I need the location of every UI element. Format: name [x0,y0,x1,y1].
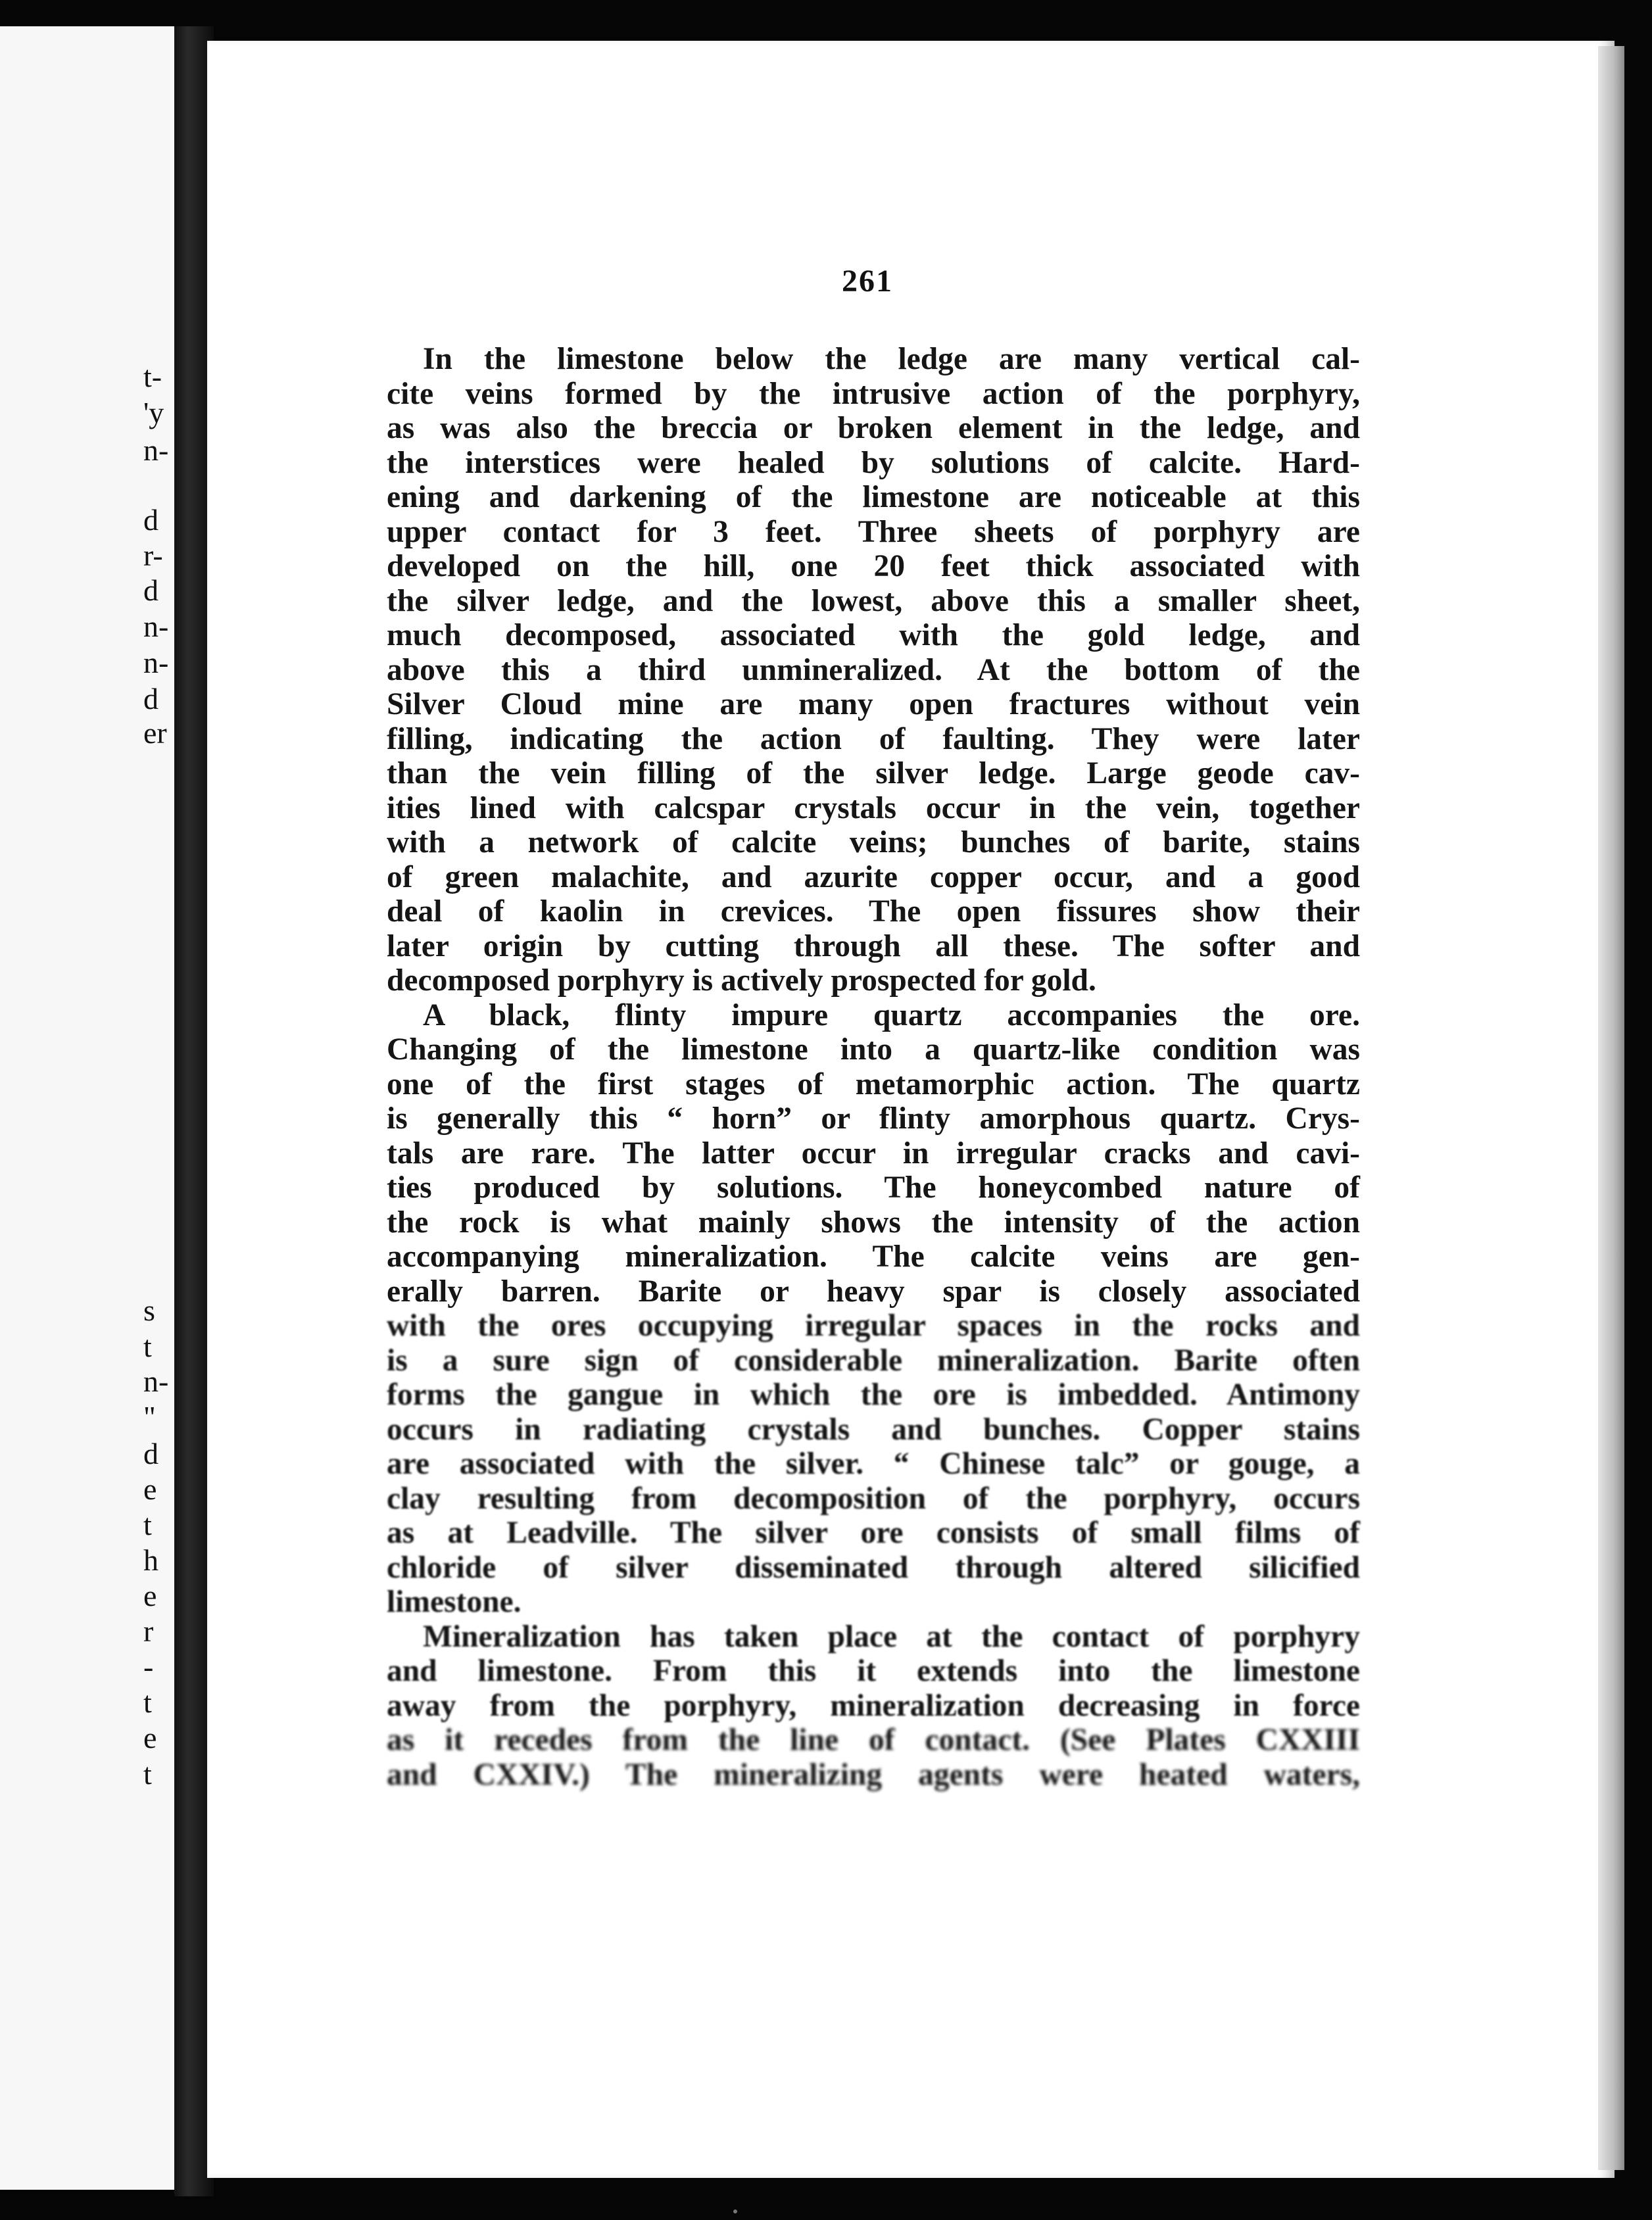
text-line: as was also the breccia or broken element in the ledge, and [387,411,1360,445]
text-line: tals are rare. The latter occur in irregular cracks and cavi- [387,1136,1360,1170]
text-line: developed on the hill, one 20 feet thick associated with [387,549,1360,583]
text-line: away from the porphyry, mineralization decreasing in force [387,1688,1360,1723]
text-line: ening and darkening of the limestone are noticeable at this [387,480,1360,514]
text-line: cite veins formed by the intrusive action of the porphyry, [387,376,1360,411]
previous-page-fragment: n- [143,610,169,643]
text-line: the silver ledge, and the lowest, above this a smaller sheet, [387,583,1360,618]
text-line: decomposed porphyry is actively prospected for gold. [387,963,1096,998]
previous-page-fragment: t [143,1757,152,1791]
previous-page-fragment: " [143,1400,156,1434]
previous-page-fragment: e [143,1472,157,1506]
page-number: 261 [842,264,893,299]
text-line: In the limestone below the ledge are many vertical cal- [423,342,1360,376]
previous-page-fragment: n- [143,1364,169,1398]
previous-page-fragment: r [143,1614,154,1648]
previous-page-fragment: - [143,1650,154,1683]
text-line: the rock is what mainly shows the intensity of the action [387,1205,1360,1240]
text-line: chloride of silver disseminated through altered silicified [387,1550,1360,1585]
previous-page-fragment: n- [143,433,169,467]
text-line: upper contact for 3 feet. Three sheets of porphyry are [387,514,1360,549]
text-line: forms the gangue in which the ore is imbedded. Antimony [387,1378,1360,1412]
text-line: and CXXIV.) The mineralizing agents were heated waters, [387,1757,1360,1792]
previous-page-fragment: d [143,1437,158,1470]
text-line: Mineralization has taken place at the contact of porphyry [423,1619,1360,1654]
text-line: than the vein filling of the silver ledge. Large geode cav- [387,756,1360,790]
previous-page-fragment: e [143,1721,157,1754]
text-line: as at Leadville. The silver ore consists of small films of [387,1516,1360,1550]
previous-page-fragment: e [143,1579,157,1612]
text-line: and limestone. From this it extends into the limestone [387,1654,1360,1688]
text-line: is a sure sign of considerable mineralization. Barite often [387,1343,1360,1378]
text-line: Changing of the limestone into a quartz-like condition was [387,1032,1360,1067]
text-line: accompanying mineralization. The calcite veins are gen- [387,1240,1360,1274]
previous-page-fragment: d [143,682,158,715]
text-line: occurs in radiating crystals and bunches. Copper stains [387,1412,1360,1447]
text-line: the interstices were healed by solutions of calcite. Hard- [387,445,1360,480]
previous-page-fragment: t- [143,360,162,393]
text-line: limestone. [387,1585,522,1619]
previous-page-fragment: n- [143,646,169,679]
text-line: deal of kaolin in crevices. The open fissures show their [387,894,1360,929]
text-line: with the ores occupying irregular spaces in the rocks and [387,1309,1360,1343]
text-line: with a network of calcite veins; bunches of barite, stains [387,825,1360,859]
previous-page-fragment: s [143,1293,155,1327]
previous-page-fragment: r- [143,539,163,572]
text-line: Silver Cloud mine are many open fractures without vein [387,687,1360,721]
text-line: ities lined with calcspar crystals occur in the vein, together [387,790,1360,825]
previous-page-edge [0,26,174,2190]
text-line: is generally this “ horn” or flinty amorphous quartz. Crys- [387,1101,1360,1136]
text-line: filling, indicating the action of faulting. They were later [387,721,1360,756]
scan-artifact-dot [733,2209,737,2213]
body-text [387,342,1360,1792]
text-line: clay resulting from decomposition of the porphyry, occurs [387,1481,1360,1516]
text-line: are associated with the silver. “ Chinese talc” or gouge, a [387,1447,1360,1481]
page-right-edge [1598,46,1624,2170]
previous-page-fragment: er [143,716,167,750]
text-line: much decomposed, associated with the gold ledge, and [387,618,1360,652]
text-line: ties produced by solutions. The honeycombed nature of [387,1170,1360,1205]
previous-page-fragment: 'y [143,396,164,429]
text-line: of green malachite, and azurite copper occur, and a good [387,859,1360,894]
previous-page-fragment: h [143,1543,158,1577]
text-line: above this a third unmineralized. At the bottom of the [387,652,1360,687]
text-line: one of the first stages of metamorphic action. The quartz [387,1067,1360,1101]
previous-page-fragment: t [143,1508,152,1541]
previous-page-text-fragments [0,26,174,2190]
previous-page-fragment: t [143,1330,152,1363]
text-line: A black, flinty impure quartz accompanies the ore. [423,998,1360,1032]
text-line: as it recedes from the line of contact. (See Plates CXXIII [387,1723,1360,1757]
text-line: erally barren. Barite or heavy spar is closely associated [387,1274,1360,1309]
previous-page-fragment: d [143,573,158,607]
previous-page-fragment: d [143,503,158,537]
previous-page-fragment: t [143,1685,152,1719]
text-line: later origin by cutting through all these. The softer and [387,929,1360,963]
